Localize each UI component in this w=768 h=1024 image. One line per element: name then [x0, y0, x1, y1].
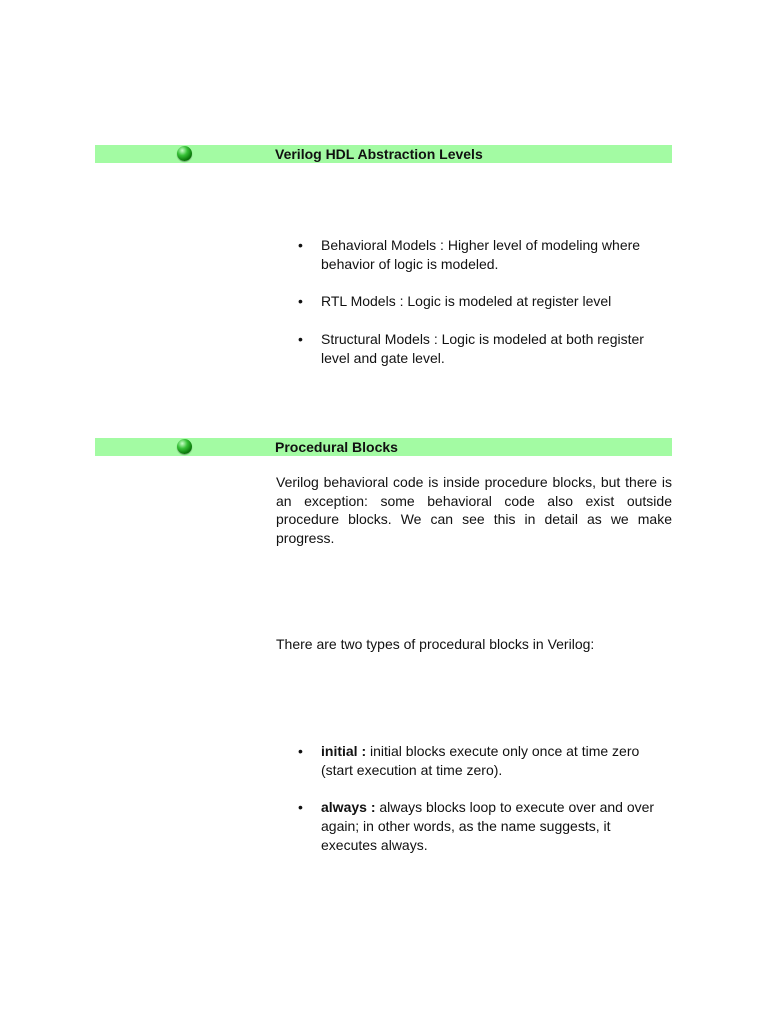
procedural-types-intro: There are two types of procedural blocks in Verilog:	[276, 636, 595, 652]
green-ball-icon	[177, 439, 192, 454]
bullet-dot-icon: •	[298, 293, 303, 309]
procedural-intro-paragraph: Verilog behavioral code is inside procedure blocks, but there is an exception: some behavioral code also exist outside procedure blocks. We can see this in detail as we make progress.	[276, 474, 672, 546]
list-item-text: initial blocks execute only once at time zero (start execution at time zero).	[321, 743, 640, 778]
bullet-dot-icon: •	[298, 331, 303, 347]
section-header-abstraction	[95, 145, 672, 163]
abstraction-list	[298, 236, 670, 368]
list-item-text: always blocks loop to execute over and over again; in other words, as the name suggests, it executes always.	[321, 799, 655, 853]
section-title-procedural: Procedural Blocks	[275, 439, 398, 455]
list-item-term: always :	[321, 799, 376, 815]
list-item	[298, 330, 670, 368]
list-item-term: initial :	[321, 743, 367, 759]
green-ball-icon	[177, 146, 192, 161]
list-item-text: RTL Models : Logic is modeled at register level	[321, 293, 612, 309]
bullet-dot-icon: •	[298, 743, 303, 759]
list-item-text: Behavioral Models : Higher level of modeling where behavior of logic is modeled.	[321, 237, 641, 272]
bullet-dot-icon: •	[298, 237, 303, 253]
list-item-text: Structural Models : Logic is modeled at both register level and gate level.	[321, 331, 644, 366]
list-item	[298, 292, 670, 311]
list-item	[298, 742, 670, 780]
procedural-list	[298, 742, 670, 855]
bullet-dot-icon: •	[298, 799, 303, 815]
list-item	[298, 236, 670, 274]
list-item	[298, 798, 670, 855]
section-header-procedural	[95, 438, 672, 456]
section-title-abstraction: Verilog HDL Abstraction Levels	[275, 146, 483, 162]
